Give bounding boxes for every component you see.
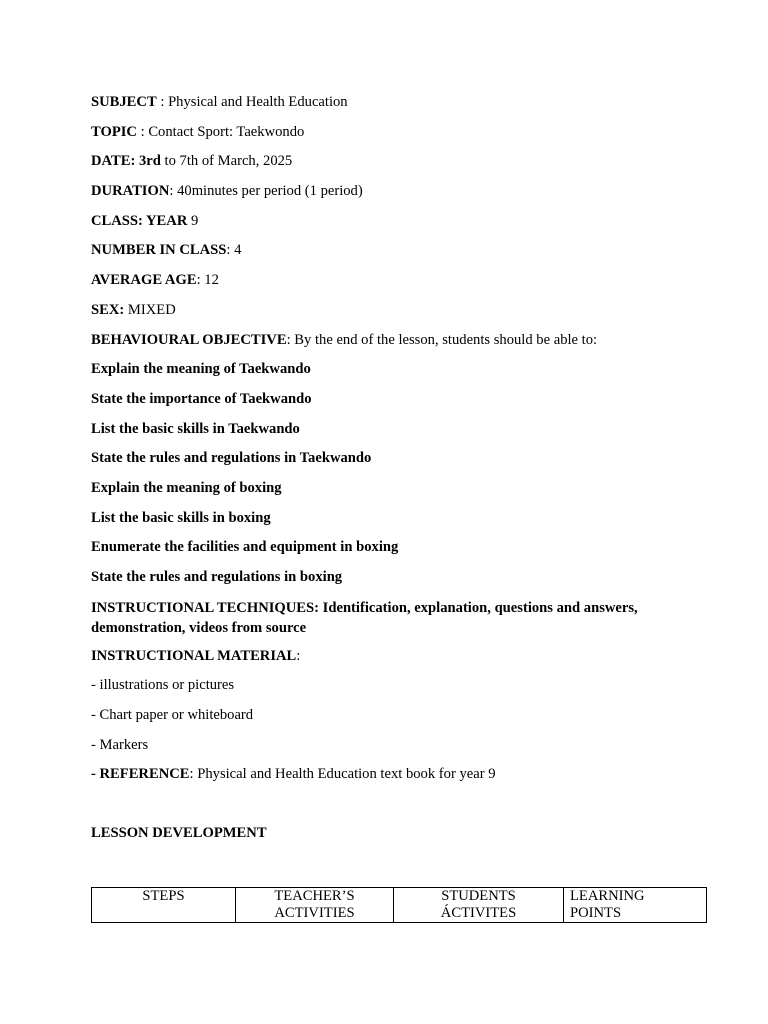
objective-item: Enumerate the facilities and equipment in boxing bbox=[91, 539, 399, 556]
average-age-value: 12 bbox=[204, 272, 219, 289]
sex-line bbox=[91, 301, 707, 331]
instructional-material-heading: INSTRUCTIONAL MATERIAL: bbox=[91, 647, 301, 664]
number-in-class-line: NUMBER IN CLASS: 4 bbox=[91, 242, 242, 259]
date-label: DATE: 3rd bbox=[91, 153, 161, 170]
subject-label: SUBJECT bbox=[91, 94, 157, 110]
table-header-row bbox=[92, 887, 707, 922]
duration-label: DURATION bbox=[91, 183, 170, 200]
header-teachers-activities: TEACHER’S ACTIVITIES bbox=[236, 887, 394, 922]
instructional-techniques: INSTRUCTIONAL TECHNIQUES: Identification, explanation, questions and answers, demonstration, videos from source bbox=[91, 599, 638, 636]
behavioural-objective-line: BEHAVIOURAL OBJECTIVE: By the end of the lesson, students should be able to: bbox=[91, 331, 598, 348]
number-in-class-value: 4 bbox=[234, 242, 242, 259]
objective-item: State the rules and regulations in boxing bbox=[91, 569, 343, 585]
subject-line: SUBJECT : Physical and Health Education bbox=[91, 94, 348, 110]
material-item: - Chart paper or whiteboard bbox=[91, 707, 254, 724]
class-year-label: CLASS: YEAR bbox=[91, 212, 188, 229]
class-year-line bbox=[91, 212, 707, 242]
objective-item: State the rules and regulations in Taekwando bbox=[91, 450, 372, 467]
material-item: - Markers bbox=[91, 736, 149, 753]
objective-item: List the basic skills in boxing bbox=[91, 509, 271, 526]
reference-label: REFERENCE bbox=[99, 766, 190, 783]
topic-line: TOPIC : Contact Sport: Taekwondo bbox=[91, 123, 305, 140]
duration-line: DURATION: 40minutes per period (1 period) bbox=[91, 183, 363, 200]
duration-value: 40minutes per period (1 period) bbox=[177, 183, 363, 200]
lesson-plan-document bbox=[91, 93, 707, 923]
material-item: - illustrations or pictures bbox=[91, 677, 235, 694]
topic-value: Contact Sport: Taekwondo bbox=[148, 123, 305, 140]
number-in-class-label: NUMBER IN CLASS bbox=[91, 242, 227, 259]
reference-line: - REFERENCE: Physical and Health Education text book for year 9 bbox=[91, 766, 496, 783]
subject-value: Physical and Health Education bbox=[168, 94, 348, 110]
objective-item: Explain the meaning of boxing bbox=[91, 479, 282, 496]
date-value: to 7th of March, 2025 bbox=[164, 153, 293, 170]
objective-item: List the basic skills in Taekwando bbox=[91, 420, 300, 437]
behavioural-objective-value: By the end of the lesson, students should be able to: bbox=[294, 331, 598, 348]
lesson-development-table bbox=[91, 887, 707, 923]
objective-item: Explain the meaning of Taekwando bbox=[91, 361, 311, 378]
behavioural-objective-label: BEHAVIOURAL OBJECTIVE bbox=[91, 331, 287, 348]
objective-item: State the importance of Taekwando bbox=[91, 390, 312, 407]
date-line bbox=[91, 152, 707, 182]
class-year-value: 9 bbox=[191, 212, 199, 229]
reference-value: Physical and Health Education text book for year 9 bbox=[197, 766, 496, 783]
sex-value: MIXED bbox=[127, 301, 176, 318]
header-learning-points: LEARNING POINTS bbox=[564, 887, 707, 922]
topic-label: TOPIC bbox=[91, 123, 137, 140]
header-students-activities: STUDENTS ÁCTIVITES bbox=[394, 887, 564, 922]
average-age-line: AVERAGE AGE: 12 bbox=[91, 272, 219, 289]
header-steps: STEPS bbox=[92, 887, 236, 922]
instructional-material-label: INSTRUCTIONAL MATERIAL bbox=[91, 647, 297, 664]
sex-label: SEX: bbox=[91, 301, 125, 318]
average-age-label: AVERAGE AGE bbox=[91, 272, 197, 289]
lesson-development-heading: LESSON DEVELOPMENT bbox=[91, 825, 267, 842]
